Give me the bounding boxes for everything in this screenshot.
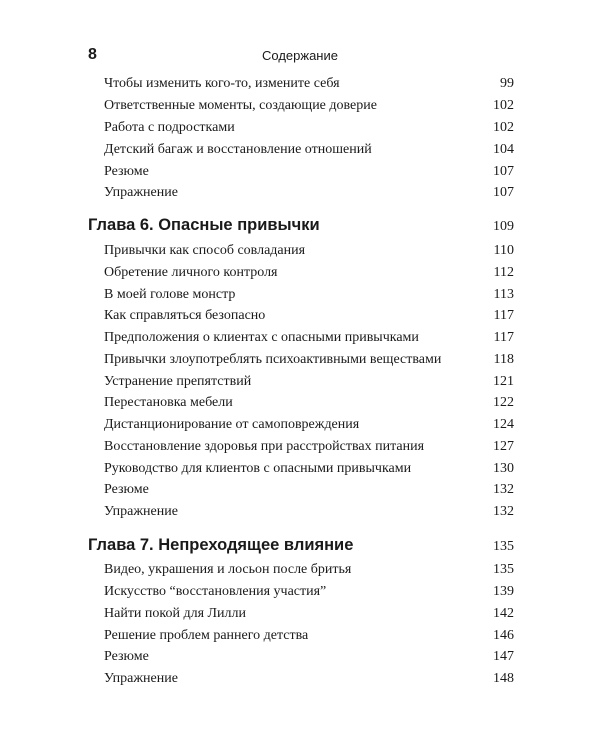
chapter-page: 109: [493, 219, 514, 234]
toc-entry-title: Искусство “восстановления участия”: [104, 584, 327, 599]
toc-entry-page: 124: [493, 417, 514, 432]
toc-entry: [104, 560, 514, 580]
toc-entry-title: Устранение препятствий: [104, 374, 252, 389]
chapter-page: 135: [493, 539, 514, 554]
toc-entry: [104, 604, 514, 624]
toc-entry-title: Восстановление здоровья при расстройствах питания: [104, 439, 425, 454]
toc-entry-page: 110: [493, 243, 514, 258]
toc-entry-title: Решение проблем раннего детства: [104, 628, 309, 643]
toc-entry: [104, 372, 514, 392]
toc-entry-title: Резюме: [104, 649, 149, 664]
toc-entry-title: Детский багаж и восстановление отношений: [104, 142, 372, 157]
toc-entry-page: 113: [493, 287, 514, 302]
toc-entry-page: 135: [493, 562, 514, 577]
toc-entry: [104, 480, 514, 500]
toc-entry-page: 146: [493, 628, 514, 643]
toc-entry-page: 107: [493, 164, 514, 179]
toc-entry-page: 147: [493, 649, 514, 664]
toc-entry-page: 99: [500, 76, 514, 91]
toc-entry-title: Ответственные моменты, создающие доверие: [104, 98, 377, 113]
toc-entry-title: Упражнение: [104, 185, 178, 200]
toc-entry: [104, 350, 514, 370]
toc-entry-title: Резюме: [104, 482, 149, 497]
toc-entry: [104, 459, 514, 479]
toc-entry-title: Предположения о клиентах с опасными привычками: [104, 330, 419, 345]
chapter-title: Глава 6. Опасные привычки: [88, 216, 320, 234]
toc-entry-page: 117: [493, 308, 514, 323]
toc-entry-page: 104: [493, 142, 514, 157]
toc-entry-title: Руководство для клиентов с опасными привычками: [104, 461, 412, 476]
page-number: 8: [88, 46, 97, 63]
toc-entry-title: Как справляться безопасно: [104, 308, 266, 323]
toc-entry: [104, 162, 514, 182]
toc-entry: [104, 118, 514, 138]
running-head: Содержание: [262, 48, 338, 63]
toc-entry-page: 130: [493, 461, 514, 476]
toc-entry: [104, 183, 514, 203]
toc-entry-title: Перестановка мебели: [104, 395, 233, 410]
toc-entry: [104, 263, 514, 283]
toc-entry: [104, 393, 514, 413]
toc-entry-title: Упражнение: [104, 504, 178, 519]
toc-entry-title: Найти покой для Лилли: [104, 606, 247, 621]
toc-entry-title: Дистанционирование от самоповреждения: [104, 417, 360, 432]
toc-chapter-heading: [88, 533, 514, 557]
toc-entry-title: Резюме: [104, 164, 149, 179]
toc-entry: [104, 241, 514, 261]
toc-entry-title: Видео, украшения и лосьон после бритья: [104, 562, 352, 577]
toc-entry-page: 132: [493, 504, 514, 519]
toc-entry: [104, 626, 514, 646]
toc-entry-title: Привычки как способ совладания: [104, 243, 306, 258]
toc-entry-page: 142: [493, 606, 514, 621]
toc-entry: [104, 437, 514, 457]
toc-entry: [104, 582, 514, 602]
toc-entry-page: 121: [493, 374, 514, 389]
toc-entry: [104, 328, 514, 348]
toc-entry: [104, 285, 514, 305]
toc-entry-title: Чтобы изменить кого-то, измените себя: [104, 76, 340, 91]
chapter-title: Глава 7. Непреходящее влияние: [88, 536, 354, 554]
toc-chapter-heading: [88, 213, 514, 237]
toc-entry-title: Привычки злоупотреблять психоактивными веществами: [104, 352, 442, 367]
toc-entry-title: Обретение личного контроля: [104, 265, 278, 280]
toc-entry-page: 122: [493, 395, 514, 410]
toc-entry: [104, 74, 514, 94]
toc-entry-page: 112: [493, 265, 514, 280]
toc-entry-page: 127: [493, 439, 514, 454]
toc-entry-page: 102: [493, 98, 514, 113]
toc-entry: [104, 415, 514, 435]
toc-entry: [104, 306, 514, 326]
toc-entry-page: 118: [493, 352, 514, 367]
toc-entry-title: Упражнение: [104, 671, 178, 686]
toc-entry-page: 102: [493, 120, 514, 135]
toc-entry: [104, 669, 514, 689]
toc-entry: [104, 140, 514, 160]
toc-entry-page: 139: [493, 584, 514, 599]
toc-entry-title: В моей голове монстр: [104, 287, 236, 302]
toc-entry-page: 148: [493, 671, 514, 686]
toc-entry-page: 117: [493, 330, 514, 345]
toc-entry-title: Работа с подростками: [104, 120, 235, 135]
toc-entry: [104, 647, 514, 667]
toc-entry: [104, 96, 514, 116]
toc-entry-page: 107: [493, 185, 514, 200]
toc-entry-page: 132: [493, 482, 514, 497]
toc-entry: [104, 502, 514, 522]
